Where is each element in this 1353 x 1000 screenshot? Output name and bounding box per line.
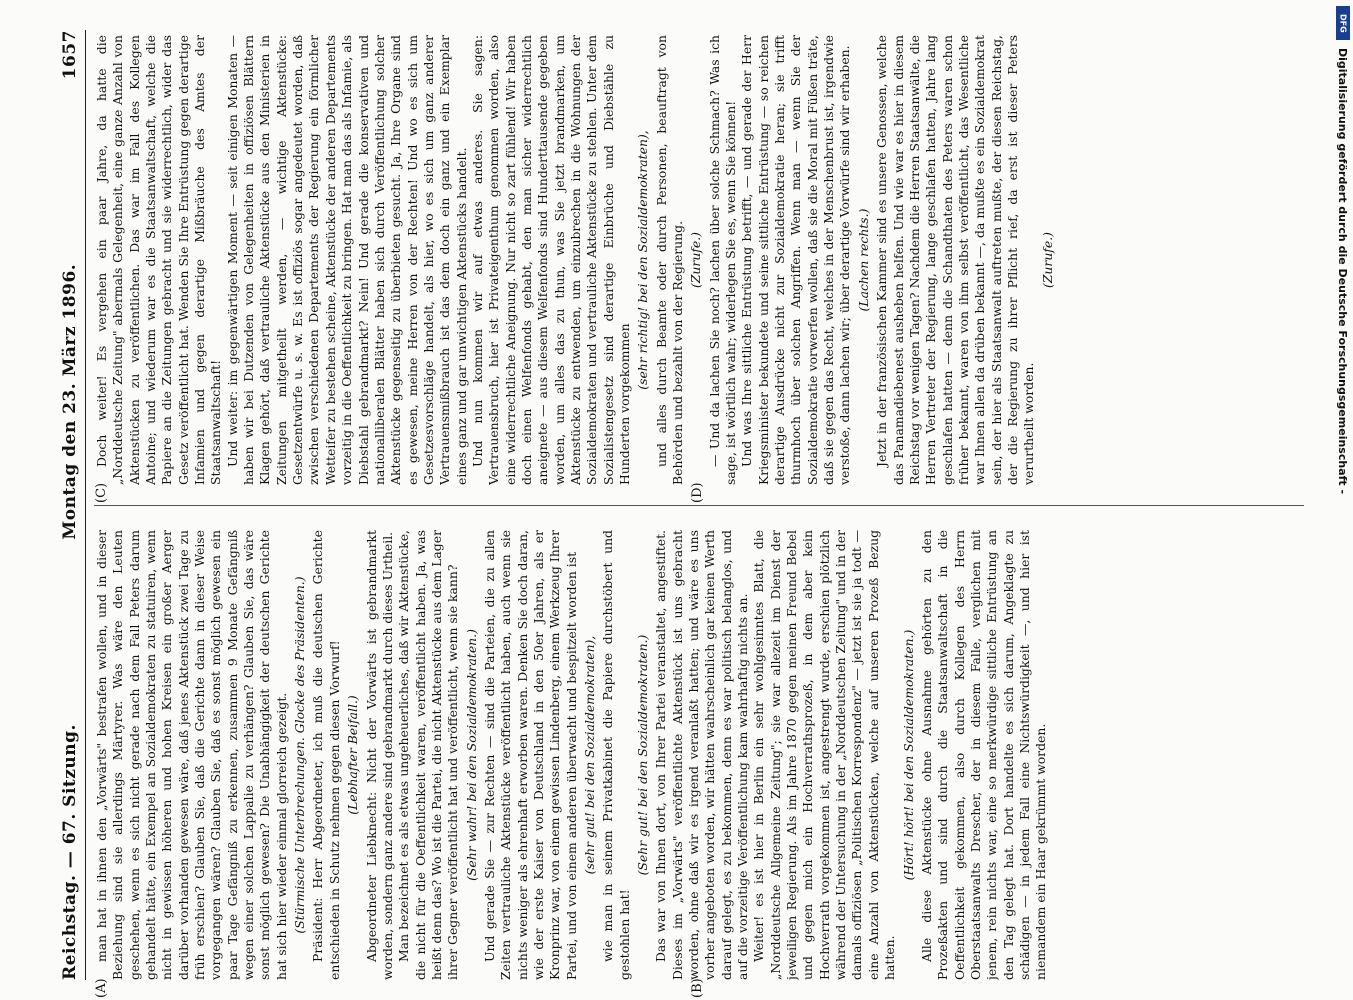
paragraph: Abgeordneter Liebknecht: Nicht der Vorwärts ist gebrandmarkt worden, sondern ganz andere sind gebrandmarkt durch dieses Urtheil.	[363, 530, 395, 980]
paragraph: Und nun kommen wir auf etwas anderes. Sie sagen: Vertrauensbruch, hier ist Privateigenthum genommen worden, also eine widerrechtliche Aneignung. Nur nicht so zart fühlend! Wir haben doch einen Welfenfonds gehabt, den man sicher widerrechtlich aneignete — aus diesem Welfenfonds sind Hunderttausende gegeben worden, um alles das zu thun, was Sie jetzt brandmarken, um Aktenstücke zu entwenden, um einzubrechen in die Wohnungen der Sozialdemokraten und vertrauliche Aktenstücke zu stehlen. Unter dem Sozialistengesetz sind derartige Einbrüche und Diebstähle zu Hunderten vorgekommen	[469, 35, 632, 485]
margin-marker-b: (B)	[690, 978, 705, 998]
paragraph: Und weiter: im gegenwärtigen Moment — seit einigen Monaten — haben wir bei Dutzenden von Gelegenheiten in offiziösen Blättern Klagen gehört, daß vertrauliche Aktenstücke aus den Ministerien in Zeitungen mitgetheilt werden, — wichtige Aktenstücke: Gesetzentwürfe u. s. w. Es ist offiziös sogar angedeutet worden, daß zwischen verschiedenen Departements der Regierung ein förmlicher Wetteifer zu bestehen scheine, Aktenstücke der anderen Departements vorzeitig in die Oeffentlichkeit zu bringen. Hat man das als Infamie, als Diebstahl gebrandmarkt? Nein! Und gerade die konservativen und nationalliberalen Blätter haben sich durch Veröffentlichung solcher Aktenstücke gegenseitig zu überbieten gesucht. Ja, Ihre Organe sind es gewesen, meine Herren von der Rechten! Und wo es sich um Gesetzesvorschläge handelt, als hier, wo es sich um ganz anderer Vertrauensmißbrauch ist das dem doch ein ganz und ein Exemplar eines ganz und gar unwichtigen Aktenstücks handelt.	[224, 35, 469, 485]
digitization-credit: Digitalisierung gefördert durch die Deutsche Forschungsgemeinschaft -	[1336, 48, 1349, 495]
page-sheet	[30, 10, 1330, 1000]
paragraph: Alle diese Aktenstücke ohne Ausnahme gehörten zu den Prozeßakten und sind durch die Staatsanwaltschaft in die Oeffentlichkeit gekommen, also durch Kollegen des Herrn Oberstaatsanwalts Drescher, der in diesem Falle, verglichen mit jenem, rein nichts war, eine so merkwürdige sittliche Entrüstung an den Tag gelegt hat. Dort handelte es sich darum, Angeklagte zu schädigen — in jedem Fall eine Nichtswürdigkeit —, und hier ist niemandem ein Haar gekrümmt worden.	[918, 530, 1049, 980]
paragraph: Und gerade Sie — zur Rechten — sind die Parteien, die zu allen Zeiten vertrauliche Aktenstücke veröffentlicht haben, auch wenn sie nichts weniger als ehrenhaft erworben waren. Denken Sie doch daran, wie der erste Kaiser von Deutschland in den 50er Jahren, als er Kronprinz war, von einem gewissen Lindenberg, einem Werkzeug Ihrer Partei, und von einem anderen überwacht und bespitzelt worden ist	[481, 530, 579, 980]
running-header	[52, 30, 80, 980]
paragraph: (Sehr gut! bei den Sozialdemokraten.)	[635, 634, 650, 876]
dfg-logo: DFG	[1336, 6, 1350, 40]
margin-marker-c: (C)	[94, 482, 109, 503]
paragraph: (Lachen rechts.)	[855, 208, 871, 312]
right-column	[94, 35, 1304, 485]
rotated-sheet	[30, 10, 1330, 1000]
paragraph: man hat in ihnen den „Vorwärts" bestrafen wollen, und in dieser Beziehung sind sie allerdings Märtyrer. Was wäre den Leuten geschehen, wenn es sich nicht gerade nach dem Fall Peters darum gehandelt hätte, ein Exempel an Sozialdemokraten zu statuiren, wenn nicht in gewissen höheren und hohen Kreisen ein großer Aerger darüber vorhanden gewesen wäre, daß jenes Aktenstück zwei Tage zu früh erschien? Glauben Sie, daß die Gerichte dann in dieser Weise vorgegangen wären? Glauben Sie, daß es sonst möglich gewesen ein paar Tage Gefängniß zu erkennen, zusammen 9 Monate Gefängniß wegen einer solchen Lappalie zu verhängen? Glauben Sie, das wäre sonst möglich gewesen? Die Unabhängigkeit der deutschen Gerichte hat sich hier wieder einmal glorreich gezeigt.	[94, 530, 289, 980]
paragraph: wie man in seinem Privatkabinet die Papiere durchstöbert und gestohlen hat!	[600, 530, 632, 980]
header-rule	[85, 30, 86, 980]
column-divider	[94, 505, 1304, 506]
paragraph: (sehr gut! bei den Sozialdemokraten),	[581, 635, 597, 875]
paragraph: (Hört! hört! bei den Sozialdemokraten.)	[900, 629, 916, 881]
paragraph: (Sehr wahr! bei den Sozialdemokraten.)	[463, 629, 479, 881]
paragraph: (Stürmische Unterbrechungen. Glocke des Präsidenten.)	[292, 576, 308, 934]
left-column	[94, 530, 1304, 980]
paragraph: Jetzt in der französischen Kammer sind es unsere Genossen, welche das Panamadiebenest ausheben helfen. Und wie war es hier in diesem Reichstag vor wenigen Tagen? Nachdem die Herren Staatsanwälte, die Herren Vertreter der Regierung, lange geschlafen hatten, Jahre lang geschlafen hatten — denn die Schandthaten des Peters waren schon früher bekannt, waren von ihm selbst veröffentlicht, das Wesentliche war Ihnen allen da drüben bekannt —, da mußte es ein Sozialdemokrat sein, der hier als Staatsanwalt auftreten mußte, der diesen Reichstag, der die Regierung zu ihrer Pflicht rief, da erst ist dieser Peters verurtheilt worden.	[874, 35, 1037, 485]
header-left: Reichstag. — 67. Sitzung.	[60, 724, 80, 980]
digitization-band	[1332, 0, 1353, 1000]
paragraph: Präsident: Herr Abgeordneter, ich muß die deutschen Gerichte entschieden in Schutz nehmen gegen diesen Vorwurf!	[310, 530, 342, 980]
paragraph: Und was Ihre sittliche Entrüstung betrifft, — und gerade der Herr Kriegsminister bekundete und seine sittliche Entrüstung — so reichen derartige Ausdrücke nicht zur Sozialdemokratie heran; sie trifft thurmhoch über solchen Angriffen. Wenn man — wenn Sie der Sozialdemokratie vorwerfen wollen, daß sie die Moral mit Füßen träte, daß sie gegen das Recht, welches in der Menschenbrust ist, irgendwie verstoße, dann lachen wir; über derartige Vorwürfe sind wir erhaben.	[739, 35, 853, 485]
paragraph: und alles durch Beamte oder durch Personen, beauftragt von Behörden und bezahlt von der Regierung.	[653, 35, 686, 485]
margin-marker-d: (D)	[690, 482, 705, 503]
paragraph: Weiter! es ist hier in Berlin ein sehr wohlgesinntes Blatt, die „Norddeutsche Allgemeine Zeitung"; sie war allezeit im Dienst der jeweiligen Regierung. Als im Jahre 1870 gegen meinen Freund Bebel und gegen mich ein Hochverrathsprozeß, in dem aber kein Hochverrath vorgekommen ist, angestrengt wurde, erschien plötzlich während der Untersuchung in der „Norddeutschen Zeitung" und in der damals offiziösen „Politischen Korrespondenz" — jetzt ist sie ja todt — eine Anzahl von Aktenstücken, welche auf unseren Prozeß Bezug hatten.	[751, 530, 898, 980]
paragraph: (sehr richtig! bei den Sozialdemokraten),	[635, 130, 651, 390]
paragraph: (Lebhafter Beifall.)	[345, 695, 361, 815]
paragraph: Doch weiter! Es vergehen ein paar Jahre, da hatte die „Norddeutsche Zeitung" abermals Gelegenheit, eine ganze Anzahl von Aktenstücken zu veröffentlichen. Das war im Fall des Kollegen Antoine; und wiederum war es die Staatsanwaltschaft, welche die Papiere an die Zeitungen gebracht und sie widerrechtlich, wider das Gesetz veröffentlicht hat. Wenden Sie Ihre Entrüstung gegen derartige Infamien und gegen derartige Mißbräuche des Amtes der Staatsanwaltschaft!	[94, 35, 224, 485]
header-date: Montag den 23. März 1896.	[60, 263, 80, 540]
paragraph: — Und da lachen Sie noch? lachen über solche Schmach? Was ich sage, ist wörtlich wahr; widerlegen Sie es, wenn Sie können!	[706, 35, 739, 485]
page-number: 1657	[60, 30, 80, 80]
margin-marker-a: (A)	[94, 978, 109, 998]
paragraph: Man bezeichnet es als etwas ungeheuerliches, daß wir Aktenstücke, die nicht für die Oeffentlichkeit waren, veröffentlicht haben. Ja, was heißt denn das? Wo ist die Partei, die nicht Aktenstücke aus dem Lager ihrer Gegner veröffentlicht hat und veröffentlicht, wenn sie kann?	[396, 530, 461, 980]
paragraph: Das war von Ihnen dort, von Ihrer Partei veranstaltet, angestiftet. Dieses im „Vorwärts" veröffentlichte Aktenstück ist uns gebracht worden, ohne daß wir es irgend veranlaßt hatten; und wäre es uns vorher angeboten worden, wir hätten wahrscheinlich gar keinen Werth darauf gelegt, es zu bekommen, denn es war politisch belanglos, und auf die vorzeitige Veröffentlichung kam wahrhaftig nichts an.	[653, 530, 751, 980]
paragraph: (Zurufe.)	[1039, 231, 1055, 289]
paragraph: (Zurufe.)	[688, 231, 704, 289]
